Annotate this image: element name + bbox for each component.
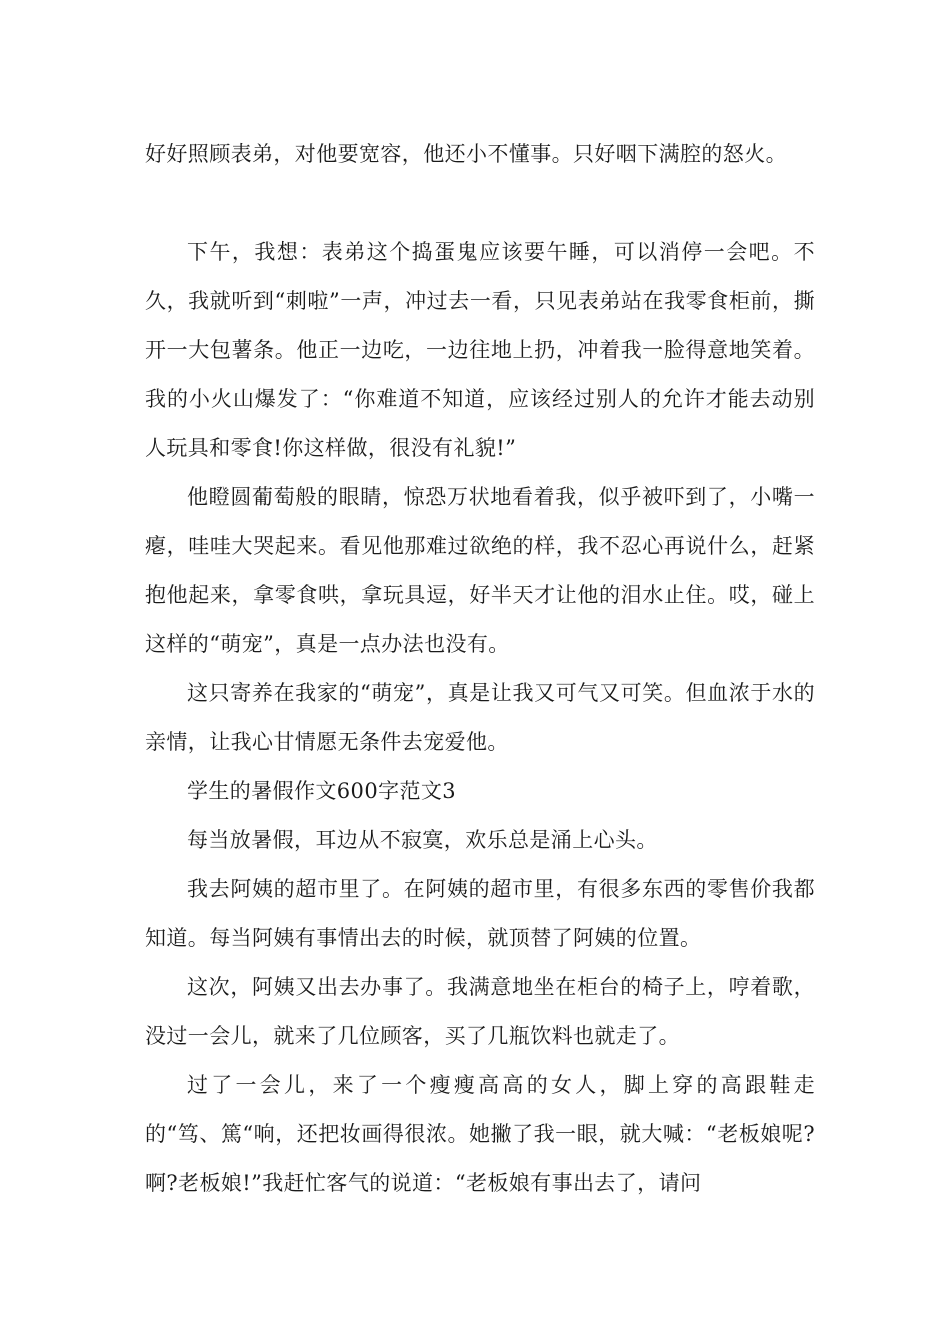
section-heading: 学生的暑假作文600字范文3 [187,779,457,803]
paragraph: 这只寄养在我家的“萌宠”，真是让我又可气又可笑。但血浓于水的亲情，让我心甘情愿无条件去宠爱他。 [145,681,815,754]
paragraph: 下午，我想：表弟这个捣蛋鬼应该要午睡，可以消停一会吧。不久，我就听到“刺啦”一声，冲过去一看，只见表弟站在我零食柜前，撕开一大包薯条。他正一边吃，一边往地上扔，冲着我一脸得意地笑着。我的小火山爆发了：“你难道不知道，应该经过别人的允许才能去动别人玩具和零食!你这样做，很没有礼貌!” [145,240,815,460]
paragraph: 每当放暑假，耳边从不寂寞，欢乐总是涌上心头。 [187,828,658,852]
paragraph-continuation: 好好照顾表弟，对他要宽容，他还小不懂事。只好咽下满腔的怒火。 [145,142,787,166]
paragraph: 我去阿姨的超市里了。在阿姨的超市里，有很多东西的零售价我都知道。每当阿姨有事情出去的时候，就顶替了阿姨的位置。 [145,877,815,950]
paragraph: 过了一会儿，来了一个瘦瘦高高的女人，脚上穿的高跟鞋走的“笃、篤“响，还把妆画得很浓。她撇了我一眼，就大喊：“老板娘呢?啊?老板娘!”我赶忙客气的说道：“老板娘有事出去了，请问 [145,1073,815,1195]
paragraph: 这次，阿姨又出去办事了。我满意地坐在柜台的椅子上，哼着歌，没过一会儿，就来了几位顾客，买了几瓶饮料也就走了。 [145,975,815,1048]
paragraph: 他瞪圆葡萄般的眼睛，惊恐万状地看着我，似乎被吓到了，小嘴一瘪，哇哇大哭起来。看见他那难过欲绝的样，我不忍心再说什么，赶紧抱他起来，拿零食哄，拿玩具逗，好半天才让他的泪水止住。哎，碰上这样的“萌宠”，真是一点办法也没有。 [145,485,815,656]
body-text [145,130,815,1208]
